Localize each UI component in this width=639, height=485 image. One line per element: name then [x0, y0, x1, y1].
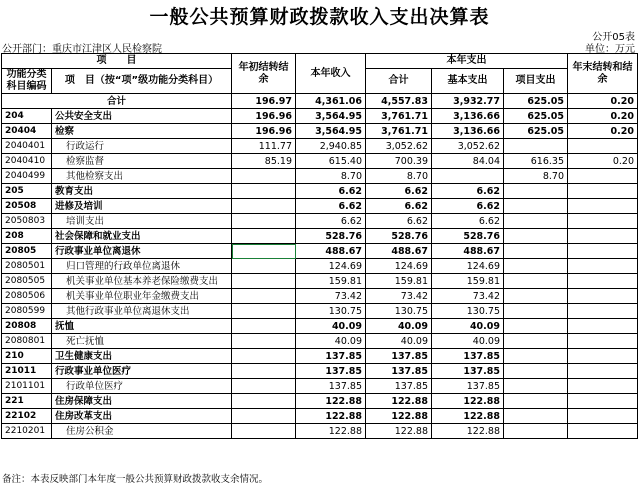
- cell-proj[interactable]: [504, 424, 568, 439]
- table-row[interactable]: [2, 304, 638, 319]
- cell-total[interactable]: 3,761.71: [366, 109, 432, 124]
- cell-begin[interactable]: [232, 334, 296, 349]
- cell-begin[interactable]: [232, 229, 296, 244]
- cell-end[interactable]: [568, 304, 638, 319]
- cell-begin[interactable]: [232, 349, 296, 364]
- cell-total[interactable]: 137.85: [366, 379, 432, 394]
- cell-end[interactable]: [568, 424, 638, 439]
- cell-proj[interactable]: [504, 349, 568, 364]
- cell-total[interactable]: 124.69: [366, 259, 432, 274]
- cell-total[interactable]: 528.76: [366, 229, 432, 244]
- cell-code[interactable]: 2050803: [2, 214, 52, 229]
- cell-basic[interactable]: 6.62: [432, 214, 504, 229]
- cell-end[interactable]: [568, 229, 638, 244]
- cell-basic[interactable]: 137.85: [432, 379, 504, 394]
- table-row[interactable]: [2, 169, 638, 184]
- cell-basic[interactable]: 130.75: [432, 304, 504, 319]
- cell-code[interactable]: 205: [2, 184, 52, 199]
- cell-end[interactable]: 0.20: [568, 124, 638, 139]
- cell-name[interactable]: 公共安全支出: [52, 109, 232, 124]
- cell-end[interactable]: [568, 214, 638, 229]
- cell-end[interactable]: [568, 394, 638, 409]
- cell-begin[interactable]: [232, 214, 296, 229]
- cell-total[interactable]: 40.09: [366, 334, 432, 349]
- cell-basic[interactable]: 159.81: [432, 274, 504, 289]
- cell-basic[interactable]: 6.62: [432, 184, 504, 199]
- total-basic: 3,932.77: [432, 94, 504, 109]
- header-income: 本年收入: [296, 54, 366, 94]
- cell-proj[interactable]: [504, 199, 568, 214]
- cell-name[interactable]: 行政运行: [52, 139, 232, 154]
- cell-code[interactable]: 2210201: [2, 424, 52, 439]
- cell-income[interactable]: 159.81: [296, 274, 366, 289]
- total-label: 合计: [2, 94, 232, 109]
- cell-end[interactable]: [568, 169, 638, 184]
- cell-basic[interactable]: 137.85: [432, 349, 504, 364]
- cell-income[interactable]: 615.40: [296, 154, 366, 169]
- cell-basic[interactable]: 3,052.62: [432, 139, 504, 154]
- cell-income[interactable]: 3,564.95: [296, 124, 366, 139]
- cell-code[interactable]: 22102: [2, 409, 52, 424]
- table-row[interactable]: [2, 424, 638, 439]
- cell-income[interactable]: 130.75: [296, 304, 366, 319]
- cell-name[interactable]: 住房保障支出: [52, 394, 232, 409]
- cell-begin[interactable]: [232, 379, 296, 394]
- cell-basic[interactable]: 137.85: [432, 364, 504, 379]
- header-name: 项 目（按“项”级功能分类科目）: [52, 69, 232, 94]
- cell-total[interactable]: 73.42: [366, 289, 432, 304]
- cell-end[interactable]: [568, 349, 638, 364]
- cell-proj[interactable]: [504, 139, 568, 154]
- cell-code[interactable]: 2080501: [2, 259, 52, 274]
- total-row: [2, 94, 638, 109]
- cell-begin[interactable]: [232, 169, 296, 184]
- cell-proj[interactable]: [504, 334, 568, 349]
- header-begin-balance: 年初结转结余: [232, 54, 296, 94]
- cell-end[interactable]: [568, 289, 638, 304]
- cell-basic[interactable]: [432, 169, 504, 184]
- cell-total[interactable]: 3,761.71: [366, 124, 432, 139]
- cell-name[interactable]: 检察监督: [52, 154, 232, 169]
- header-project: 项 目: [2, 54, 232, 69]
- cell-name[interactable]: 行政事业单位医疗: [52, 364, 232, 379]
- cell-name[interactable]: 进修及培训: [52, 199, 232, 214]
- cell-begin[interactable]: [232, 184, 296, 199]
- cell-total[interactable]: 137.85: [366, 364, 432, 379]
- cell-begin[interactable]: 196.96: [232, 109, 296, 124]
- report-title: 一般公共预算财政拨款收入支出决算表: [149, 6, 490, 28]
- cell-total[interactable]: 122.88: [366, 409, 432, 424]
- cell-basic[interactable]: 122.88: [432, 424, 504, 439]
- cell-income[interactable]: 40.09: [296, 319, 366, 334]
- cell-basic[interactable]: 3,136.66: [432, 124, 504, 139]
- cell-proj[interactable]: 8.70: [504, 169, 568, 184]
- cell-total[interactable]: 122.88: [366, 394, 432, 409]
- cell-total[interactable]: 6.62: [366, 199, 432, 214]
- cell-name[interactable]: 培训支出: [52, 214, 232, 229]
- cell-code[interactable]: 2080801: [2, 334, 52, 349]
- table-row[interactable]: [2, 289, 638, 304]
- cell-proj[interactable]: 625.05: [504, 124, 568, 139]
- cell-code[interactable]: 2040499: [2, 169, 52, 184]
- cell-begin[interactable]: [232, 244, 296, 259]
- table-row[interactable]: [2, 319, 638, 334]
- cell-proj[interactable]: [504, 229, 568, 244]
- cell-name[interactable]: 死亡抚恤: [52, 334, 232, 349]
- cell-code[interactable]: 20808: [2, 319, 52, 334]
- table-row[interactable]: [2, 199, 638, 214]
- cell-code[interactable]: 208: [2, 229, 52, 244]
- cell-begin[interactable]: 85.19: [232, 154, 296, 169]
- cell-basic[interactable]: 73.42: [432, 289, 504, 304]
- cell-begin[interactable]: [232, 424, 296, 439]
- form-number: 公开05表: [592, 32, 635, 43]
- cell-code[interactable]: 204: [2, 109, 52, 124]
- cell-income[interactable]: 137.85: [296, 364, 366, 379]
- cell-name[interactable]: 卫生健康支出: [52, 349, 232, 364]
- table-row[interactable]: [2, 139, 638, 154]
- cell-end[interactable]: [568, 259, 638, 274]
- table-row[interactable]: [2, 124, 638, 139]
- cell-income[interactable]: 124.69: [296, 259, 366, 274]
- cell-income[interactable]: 122.88: [296, 394, 366, 409]
- cell-total[interactable]: 3,052.62: [366, 139, 432, 154]
- table-row[interactable]: [2, 229, 638, 244]
- cell-income[interactable]: 6.62: [296, 214, 366, 229]
- cell-income[interactable]: 137.85: [296, 379, 366, 394]
- header-basic: 基本支出: [432, 69, 504, 94]
- cell-end[interactable]: 0.20: [568, 154, 638, 169]
- table-row[interactable]: [2, 379, 638, 394]
- cell-proj[interactable]: [504, 364, 568, 379]
- cell-end[interactable]: [568, 184, 638, 199]
- cell-total[interactable]: 130.75: [366, 304, 432, 319]
- cell-begin[interactable]: 196.96: [232, 124, 296, 139]
- cell-income[interactable]: 40.09: [296, 334, 366, 349]
- cell-basic[interactable]: 3,136.66: [432, 109, 504, 124]
- cell-name[interactable]: 机关事业单位职业年金缴费支出: [52, 289, 232, 304]
- cell-end[interactable]: [568, 274, 638, 289]
- cell-basic[interactable]: 122.88: [432, 409, 504, 424]
- cell-end[interactable]: [568, 199, 638, 214]
- cell-proj[interactable]: [504, 259, 568, 274]
- cell-begin[interactable]: [232, 409, 296, 424]
- cell-total[interactable]: 40.09: [366, 319, 432, 334]
- total-begin: 196.97: [232, 94, 296, 109]
- cell-proj[interactable]: [504, 379, 568, 394]
- cell-proj[interactable]: [504, 289, 568, 304]
- cell-code[interactable]: 2080506: [2, 289, 52, 304]
- cell-proj[interactable]: [504, 304, 568, 319]
- cell-code[interactable]: 21011: [2, 364, 52, 379]
- table-row[interactable]: [2, 109, 638, 124]
- table-row[interactable]: [2, 334, 638, 349]
- cell-begin[interactable]: 111.77: [232, 139, 296, 154]
- cell-code[interactable]: 20805: [2, 244, 52, 259]
- cell-begin[interactable]: [232, 304, 296, 319]
- cell-proj[interactable]: [504, 394, 568, 409]
- cell-total[interactable]: 700.39: [366, 154, 432, 169]
- cell-income[interactable]: 122.88: [296, 409, 366, 424]
- cell-income[interactable]: 8.70: [296, 169, 366, 184]
- cell-total[interactable]: 122.88: [366, 424, 432, 439]
- cell-basic[interactable]: 40.09: [432, 334, 504, 349]
- cell-total[interactable]: 488.67: [366, 244, 432, 259]
- total-expense: 4,557.83: [366, 94, 432, 109]
- cell-end[interactable]: [568, 139, 638, 154]
- cell-income[interactable]: 122.88: [296, 424, 366, 439]
- cell-proj[interactable]: 616.35: [504, 154, 568, 169]
- cell-income[interactable]: 6.62: [296, 199, 366, 214]
- cell-proj[interactable]: [504, 319, 568, 334]
- header-expense: 本年支出: [366, 54, 568, 69]
- cell-basic[interactable]: 84.04: [432, 154, 504, 169]
- cell-proj[interactable]: 625.05: [504, 109, 568, 124]
- cell-name[interactable]: 教育支出: [52, 184, 232, 199]
- cell-code[interactable]: 2101101: [2, 379, 52, 394]
- cell-code[interactable]: 2040410: [2, 154, 52, 169]
- footnote: 备注：本表反映部门本年度一般公共预算财政拨款收支余情况。: [2, 474, 269, 485]
- table-row[interactable]: [2, 409, 638, 424]
- cell-proj[interactable]: [504, 184, 568, 199]
- cell-end[interactable]: [568, 364, 638, 379]
- cell-total[interactable]: 159.81: [366, 274, 432, 289]
- header-project-expense: 项目支出: [504, 69, 568, 94]
- cell-begin[interactable]: [232, 364, 296, 379]
- header-code: 功能分类科目编码: [2, 69, 52, 94]
- cell-income[interactable]: 2,940.85: [296, 139, 366, 154]
- cell-income[interactable]: 137.85: [296, 349, 366, 364]
- total-project: 625.05: [504, 94, 568, 109]
- cell-basic[interactable]: 6.62: [432, 199, 504, 214]
- unit-label: 单位：万元: [585, 44, 635, 55]
- cell-name[interactable]: 行政事业单位离退休: [52, 244, 232, 259]
- table-row[interactable]: [2, 364, 638, 379]
- cell-basic[interactable]: 40.09: [432, 319, 504, 334]
- table-row[interactable]: [2, 259, 638, 274]
- cell-end[interactable]: [568, 409, 638, 424]
- table-row[interactable]: [2, 244, 638, 259]
- cell-end[interactable]: 0.20: [568, 109, 638, 124]
- cell-code[interactable]: 210: [2, 349, 52, 364]
- cell-name[interactable]: 机关事业单位基本养老保险缴费支出: [52, 274, 232, 289]
- header-total: 合计: [366, 69, 432, 94]
- cell-total[interactable]: 6.62: [366, 214, 432, 229]
- cell-basic[interactable]: 488.67: [432, 244, 504, 259]
- cell-code[interactable]: 221: [2, 394, 52, 409]
- cell-proj[interactable]: [504, 274, 568, 289]
- cell-name[interactable]: 检察: [52, 124, 232, 139]
- table-row[interactable]: [2, 214, 638, 229]
- cell-begin[interactable]: [232, 289, 296, 304]
- cell-income[interactable]: 488.67: [296, 244, 366, 259]
- cell-code[interactable]: 2040401: [2, 139, 52, 154]
- cell-code[interactable]: 2080505: [2, 274, 52, 289]
- cell-name[interactable]: 其他检察支出: [52, 169, 232, 184]
- cell-basic[interactable]: 124.69: [432, 259, 504, 274]
- total-income: 4,361.06: [296, 94, 366, 109]
- cell-income[interactable]: 528.76: [296, 229, 366, 244]
- cell-income[interactable]: 73.42: [296, 289, 366, 304]
- department-label: 公开部门：重庆市江津区人民检察院: [2, 44, 162, 55]
- cell-name[interactable]: 住房改革支出: [52, 409, 232, 424]
- cell-name[interactable]: 抚恤: [52, 319, 232, 334]
- cell-name[interactable]: 归口管理的行政单位离退休: [52, 259, 232, 274]
- cell-begin[interactable]: [232, 319, 296, 334]
- cell-begin[interactable]: [232, 394, 296, 409]
- table-row[interactable]: [2, 154, 638, 169]
- cell-name[interactable]: 社会保障和就业支出: [52, 229, 232, 244]
- cell-begin[interactable]: [232, 259, 296, 274]
- table-row[interactable]: [2, 184, 638, 199]
- cell-name[interactable]: 其他行政事业单位离退休支出: [52, 304, 232, 319]
- budget-table: [1, 53, 638, 439]
- total-end: 0.20: [568, 94, 638, 109]
- cell-name[interactable]: 住房公积金: [52, 424, 232, 439]
- cell-income[interactable]: 3,564.95: [296, 109, 366, 124]
- table-row[interactable]: [2, 349, 638, 364]
- cell-proj[interactable]: [504, 409, 568, 424]
- cell-proj[interactable]: [504, 214, 568, 229]
- cell-total[interactable]: 137.85: [366, 349, 432, 364]
- cell-end[interactable]: [568, 379, 638, 394]
- cell-code[interactable]: 20508: [2, 199, 52, 214]
- cell-total[interactable]: 8.70: [366, 169, 432, 184]
- cell-end[interactable]: [568, 334, 638, 349]
- cell-code[interactable]: 20404: [2, 124, 52, 139]
- cell-end[interactable]: [568, 244, 638, 259]
- cell-begin[interactable]: [232, 199, 296, 214]
- header-end-balance: 年末结转和结余: [568, 54, 638, 94]
- cell-basic[interactable]: 122.88: [432, 394, 504, 409]
- cell-name[interactable]: 行政单位医疗: [52, 379, 232, 394]
- table-row[interactable]: [2, 274, 638, 289]
- cell-income[interactable]: 6.62: [296, 184, 366, 199]
- cell-total[interactable]: 6.62: [366, 184, 432, 199]
- cell-proj[interactable]: [504, 244, 568, 259]
- cell-end[interactable]: [568, 319, 638, 334]
- table-row[interactable]: [2, 394, 638, 409]
- cell-basic[interactable]: 528.76: [432, 229, 504, 244]
- cell-begin[interactable]: [232, 274, 296, 289]
- cell-code[interactable]: 2080599: [2, 304, 52, 319]
